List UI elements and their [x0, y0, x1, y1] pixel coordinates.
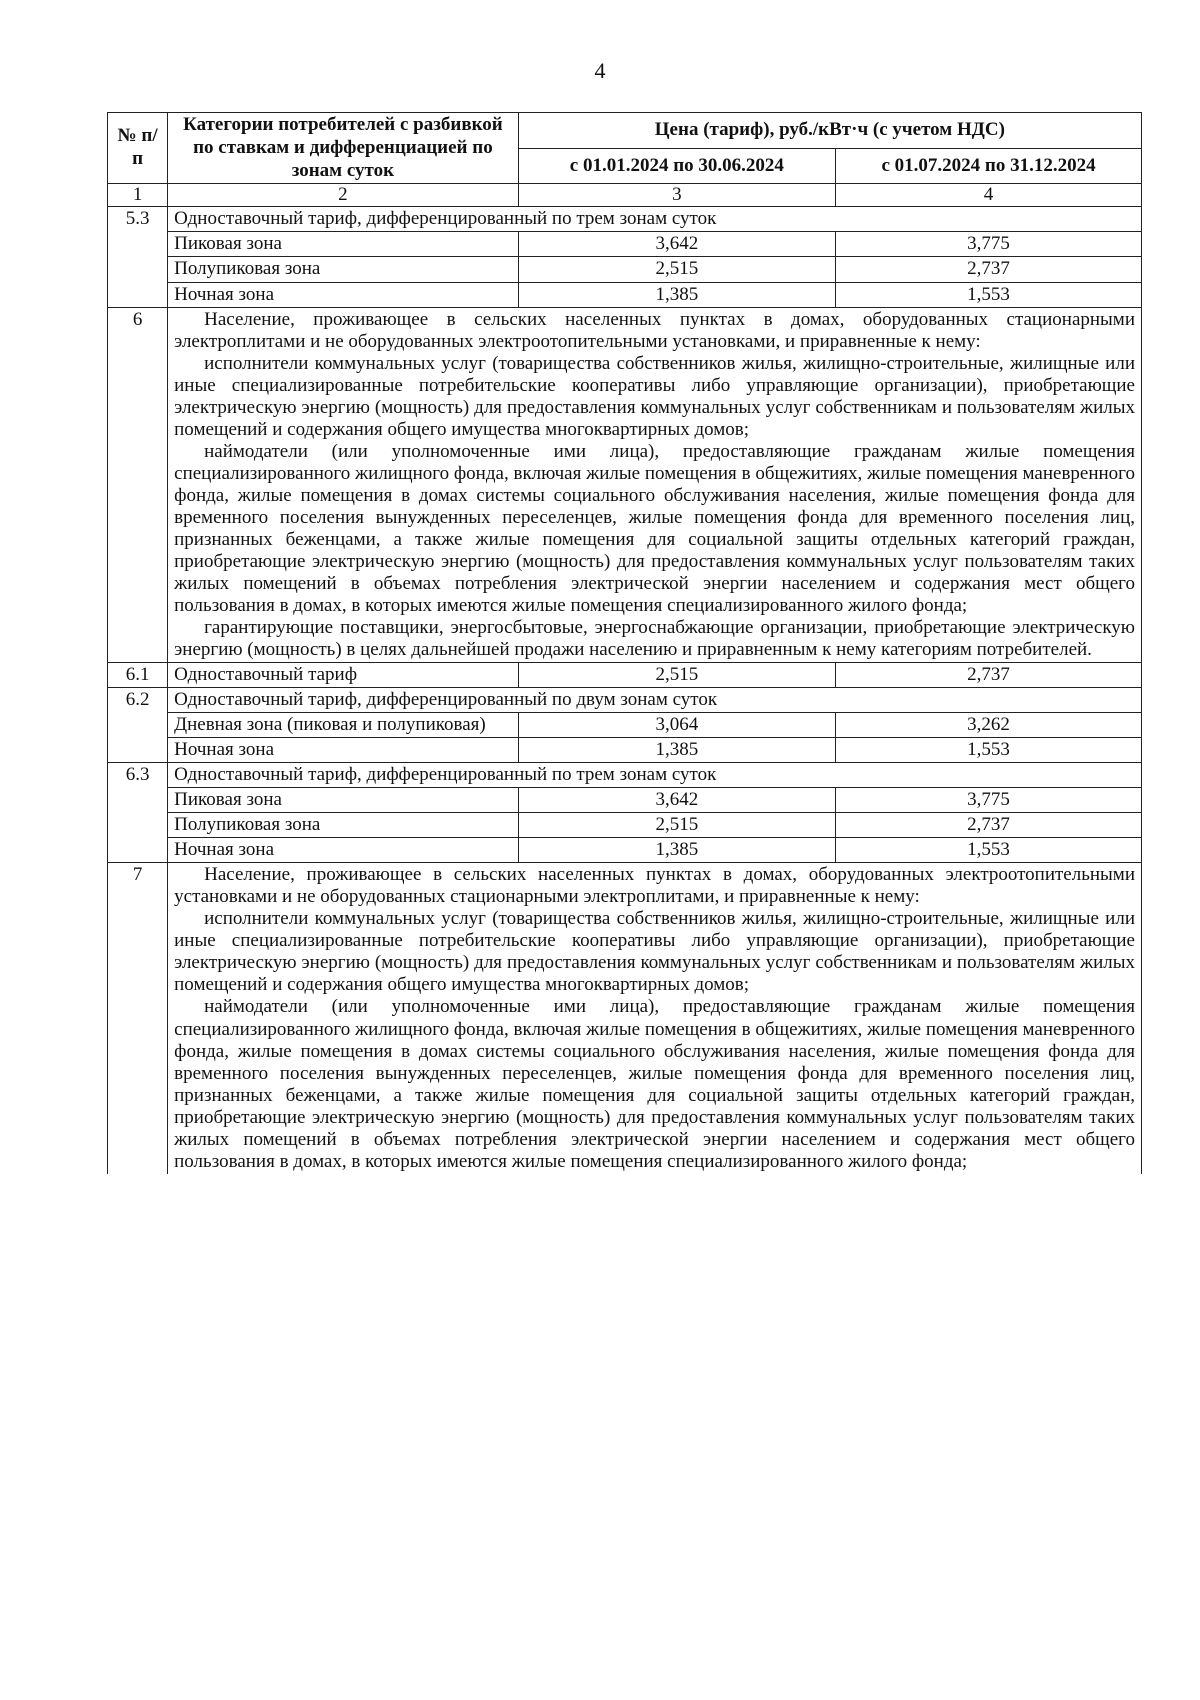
table-row [108, 207, 1142, 232]
price-period-1: 3,642 [518, 232, 835, 257]
description-paragraph: Население, проживающее в сельских населенных пунктах в домах, оборудованных стационарными электроплитами и не оборудованных электроотопительными установками, и приравненные к нему: [174, 308, 1135, 352]
price-period-2: 3,775 [836, 788, 1142, 813]
price-period-1: 2,515 [518, 663, 835, 688]
description-paragraph: исполнители коммунальных услуг (товарищества собственников жилья, жилищно-строительные, жилищные или иные специализированные потребительские кооперативы либо управляющие организации), приобретающие электрическую энергию (мощность) для предоставления коммунальных услуг собственникам и пользователям жилых помещений и содержания общего имущества многоквартирных домов; [174, 352, 1135, 440]
header-period-2: с 01.07.2024 по 31.12.2024 [836, 148, 1142, 184]
description-paragraph: наймодатели (или уполномоченные ими лица), предоставляющие гражданам жилые помещения специализированного жилищного фонда, включая жилые помещения в общежитиях, жилые помещения маневренного фонда, жилые помещения в домах системы социального обслуживания населения, жилые помещения фонда для временного поселения вынужденных переселенцев, жилые помещения фонда для временного поселения лиц, признанных беженцами, а также жилые помещения для социальной защиты отдельных категорий граждан, приобретающие электрическую энергию (мощность) для предоставления коммунальных услуг пользователям таких жилых помещений в объемах потребления электрической энергии населением и содержания мест общего пользования в домах, в которых имеются жилые помещения специализированного жилого фонда; [174, 440, 1135, 616]
price-period-1: 2,515 [518, 813, 835, 838]
price-period-2: 2,737 [836, 813, 1142, 838]
price-period-1: 3,064 [518, 713, 835, 738]
zone-label: Ночная зона [168, 838, 519, 863]
table-row [108, 663, 1142, 688]
price-period-1: 3,642 [518, 788, 835, 813]
header-category: Категории потребителей с разбивкой по ставкам и дифференциацией по зонам суток [168, 113, 519, 184]
price-period-2: 3,775 [836, 232, 1142, 257]
row-number: 6.1 [108, 663, 168, 688]
price-period-2: 2,737 [836, 257, 1142, 282]
index-cell: 4 [836, 184, 1142, 207]
zone-label: Пиковая зона [168, 232, 519, 257]
price-period-1: 1,385 [518, 282, 835, 307]
zone-label: Полупиковая зона [168, 257, 519, 282]
row-number: 7 [108, 863, 168, 1174]
table-row [108, 813, 1142, 838]
table-row [108, 763, 1142, 788]
zone-label: Дневная зона (пиковая и полупиковая) [168, 713, 519, 738]
header-price: Цена (тариф), руб./кВт·ч (с учетом НДС) [518, 113, 1141, 149]
description-paragraph: наймодатели (или уполномоченные ими лица), предоставляющие гражданам жилые помещения специализированного жилищного фонда, включая жилые помещения в общежитиях, жилые помещения маневренного фонда, жилые помещения в домах системы социального обслуживания населения, жилые помещения фонда для временного поселения вынужденных переселенцев, жилые помещения фонда для временного поселения лиц, признанных беженцами, а также жилые помещения для социальной защиты отдельных категорий граждан, приобретающие электрическую энергию (мощность) для предоставления коммунальных услуг пользователям таких жилых помещений в объемах потребления электрической энергии населением и содержания мест общего пользования в домах, в которых имеются жилые помещения специализированного жилого фонда; [174, 996, 1135, 1172]
zone-label: Ночная зона [168, 282, 519, 307]
description-paragraph: Население, проживающее в сельских населенных пунктах в домах, оборудованных электроотопительными установками и не оборудованных стационарными электроплитами, и приравненные к нему: [174, 864, 1135, 908]
index-cell: 2 [168, 184, 519, 207]
table-row [108, 863, 1142, 1174]
row-number: 6.3 [108, 763, 168, 863]
table-row [108, 738, 1142, 763]
table-row [108, 307, 1142, 663]
price-period-2: 1,553 [836, 282, 1142, 307]
header-number: № п/п [108, 113, 168, 184]
category-description [168, 307, 1142, 663]
table-row [108, 838, 1142, 863]
zone-label: Ночная зона [168, 738, 519, 763]
index-cell: 3 [518, 184, 835, 207]
tariff-table [107, 112, 1142, 1174]
table-row [108, 257, 1142, 282]
header-period-1: с 01.01.2024 по 30.06.2024 [518, 148, 835, 184]
price-period-1: 1,385 [518, 838, 835, 863]
description-paragraph: исполнители коммунальных услуг (товарищества собственников жилья, жилищно-строительные, жилищные или иные специализированные потребительские кооперативы либо управляющие организации), приобретающие электрическую энергию (мощность) для предоставления коммунальных услуг собственникам и пользователям жилых помещений и содержания общего имущества многоквартирных домов; [174, 908, 1135, 996]
table-row [108, 688, 1142, 713]
table-row [108, 713, 1142, 738]
price-period-2: 1,553 [836, 738, 1142, 763]
description-paragraph: гарантирующие поставщики, энергосбытовые, энергоснабжающие организации, приобретающие электрическую энергию (мощность) в целях дальнейшей продажи населению и приравненным к нему категориям потребителей. [174, 616, 1135, 661]
price-period-1: 1,385 [518, 738, 835, 763]
price-period-2: 2,737 [836, 663, 1142, 688]
price-period-2: 1,553 [836, 838, 1142, 863]
table-row [108, 788, 1142, 813]
tariff-title: Одноставочный тариф, дифференцированный по трем зонам суток [168, 763, 1142, 788]
price-period-1: 2,515 [518, 257, 835, 282]
row-number: 5.3 [108, 207, 168, 307]
column-index-row [108, 184, 1142, 207]
price-period-2: 3,262 [836, 713, 1142, 738]
table-row [108, 232, 1142, 257]
page-number: 4 [594, 58, 606, 83]
tariff-title: Одноставочный тариф, дифференцированный по двум зонам суток [168, 688, 1142, 713]
zone-label: Полупиковая зона [168, 813, 519, 838]
category-description [168, 863, 1142, 1174]
table-row [108, 282, 1142, 307]
tariff-title: Одноставочный тариф, дифференцированный по трем зонам суток [168, 207, 1142, 232]
zone-label: Пиковая зона [168, 788, 519, 813]
index-cell: 1 [108, 184, 168, 207]
row-number: 6.2 [108, 688, 168, 763]
row-number: 6 [108, 307, 168, 663]
tariff-label: Одноставочный тариф [168, 663, 519, 688]
